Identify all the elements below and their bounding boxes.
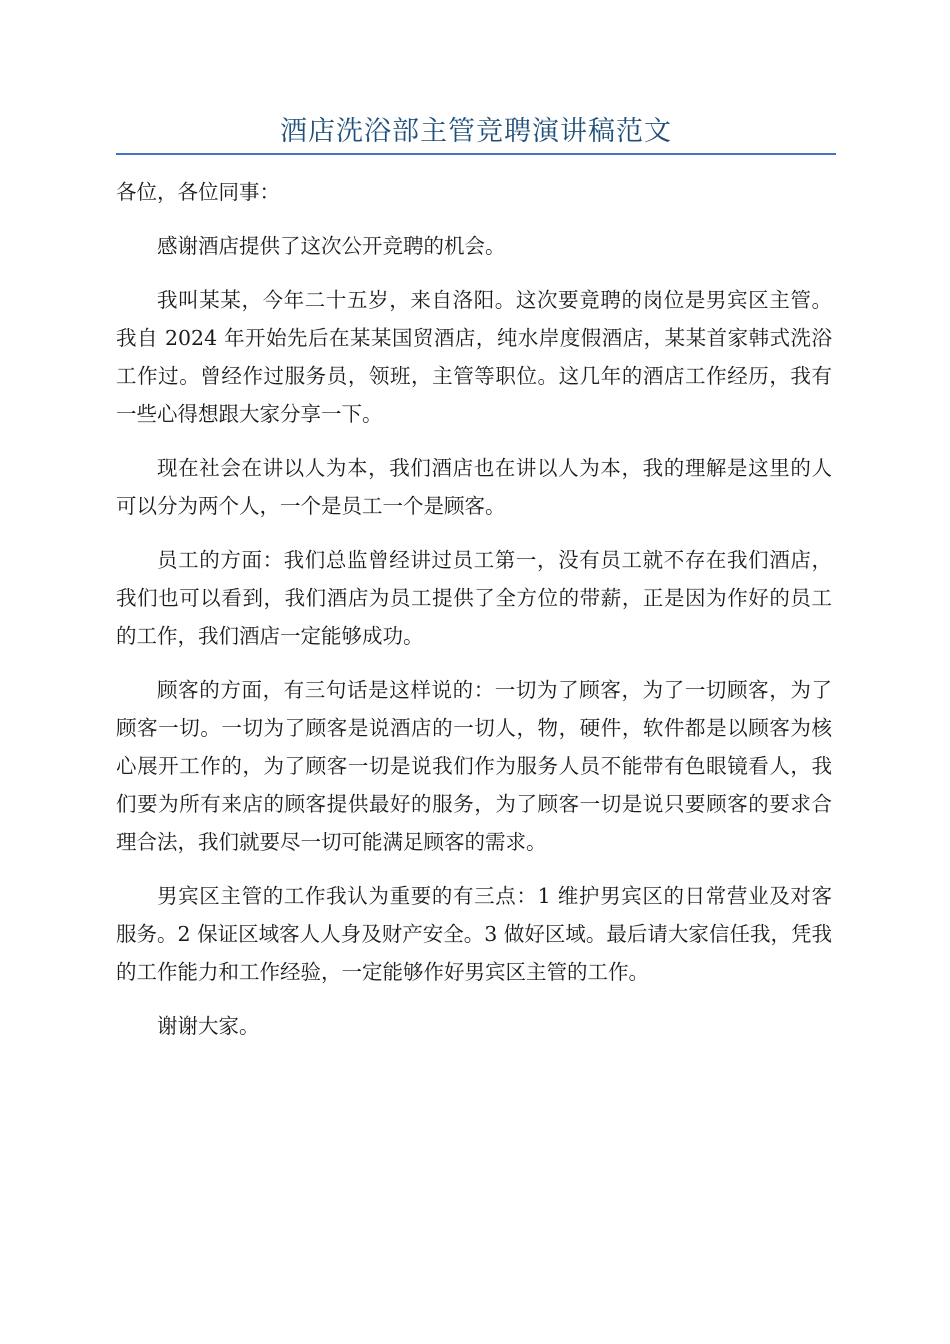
paragraph-people-oriented: 现在社会在讲以人为本，我们酒店也在讲以人为本，我的理解是这里的人可以分为两个人，一个是员工一个是顾客。 <box>116 456 832 518</box>
salutation: 各位，各位同事： <box>116 180 280 204</box>
document-body <box>116 173 832 1061</box>
paragraph-closing: 谢谢大家。 <box>157 1014 260 1038</box>
paragraph-responsibilities: 男宾区主管的工作我认为重要的有三点：1 维护男宾区的日常营业及对客服务。2 保证区域客人人身及财产安全。3 做好区域。最后请大家信任我，凭我的工作能力和工作经验，一定能够作好男宾区主管的工作。 <box>116 884 832 984</box>
paragraph-customers: 顾客的方面，有三句话是这样说的：一切为了顾客，为了一切顾客，为了顾客一切。一切为了顾客是说酒店的一切人，物，硬件，软件都是以顾客为核心展开工作的，为了顾客一切是说我们作为服务人员不能带有色眼镜看人，我们要为所有来店的顾客提供最好的服务，为了顾客一切是说只要顾客的要求合理合法，我们就要尽一切可能满足顾客的需求。 <box>116 678 832 854</box>
paragraph-introduction: 我叫某某，今年二十五岁，来自洛阳。这次要竟聘的岗位是男宾区主管。我自 2024 年开始先后在某某国贸酒店，纯水岸度假酒店，某某首家韩式洗浴工作过。曾经作过服务员，领班，主管等职位。这几年的酒店工作经历，我有一些心得想跟大家分享一下。 <box>116 288 832 426</box>
document-title: 酒店洗浴部主管竞聘演讲稿范文 <box>280 116 672 147</box>
title-underline <box>116 153 836 155</box>
paragraph-employees: 员工的方面：我们总监曾经讲过员工第一，没有员工就不存在我们酒店，我们也可以看到，我们酒店为员工提供了全方位的带薪，正是因为作好的员工的工作，我们酒店一定能够成功。 <box>116 548 832 648</box>
paragraph-thanks: 感谢酒店提供了这次公开竞聘的机会。 <box>157 234 506 258</box>
